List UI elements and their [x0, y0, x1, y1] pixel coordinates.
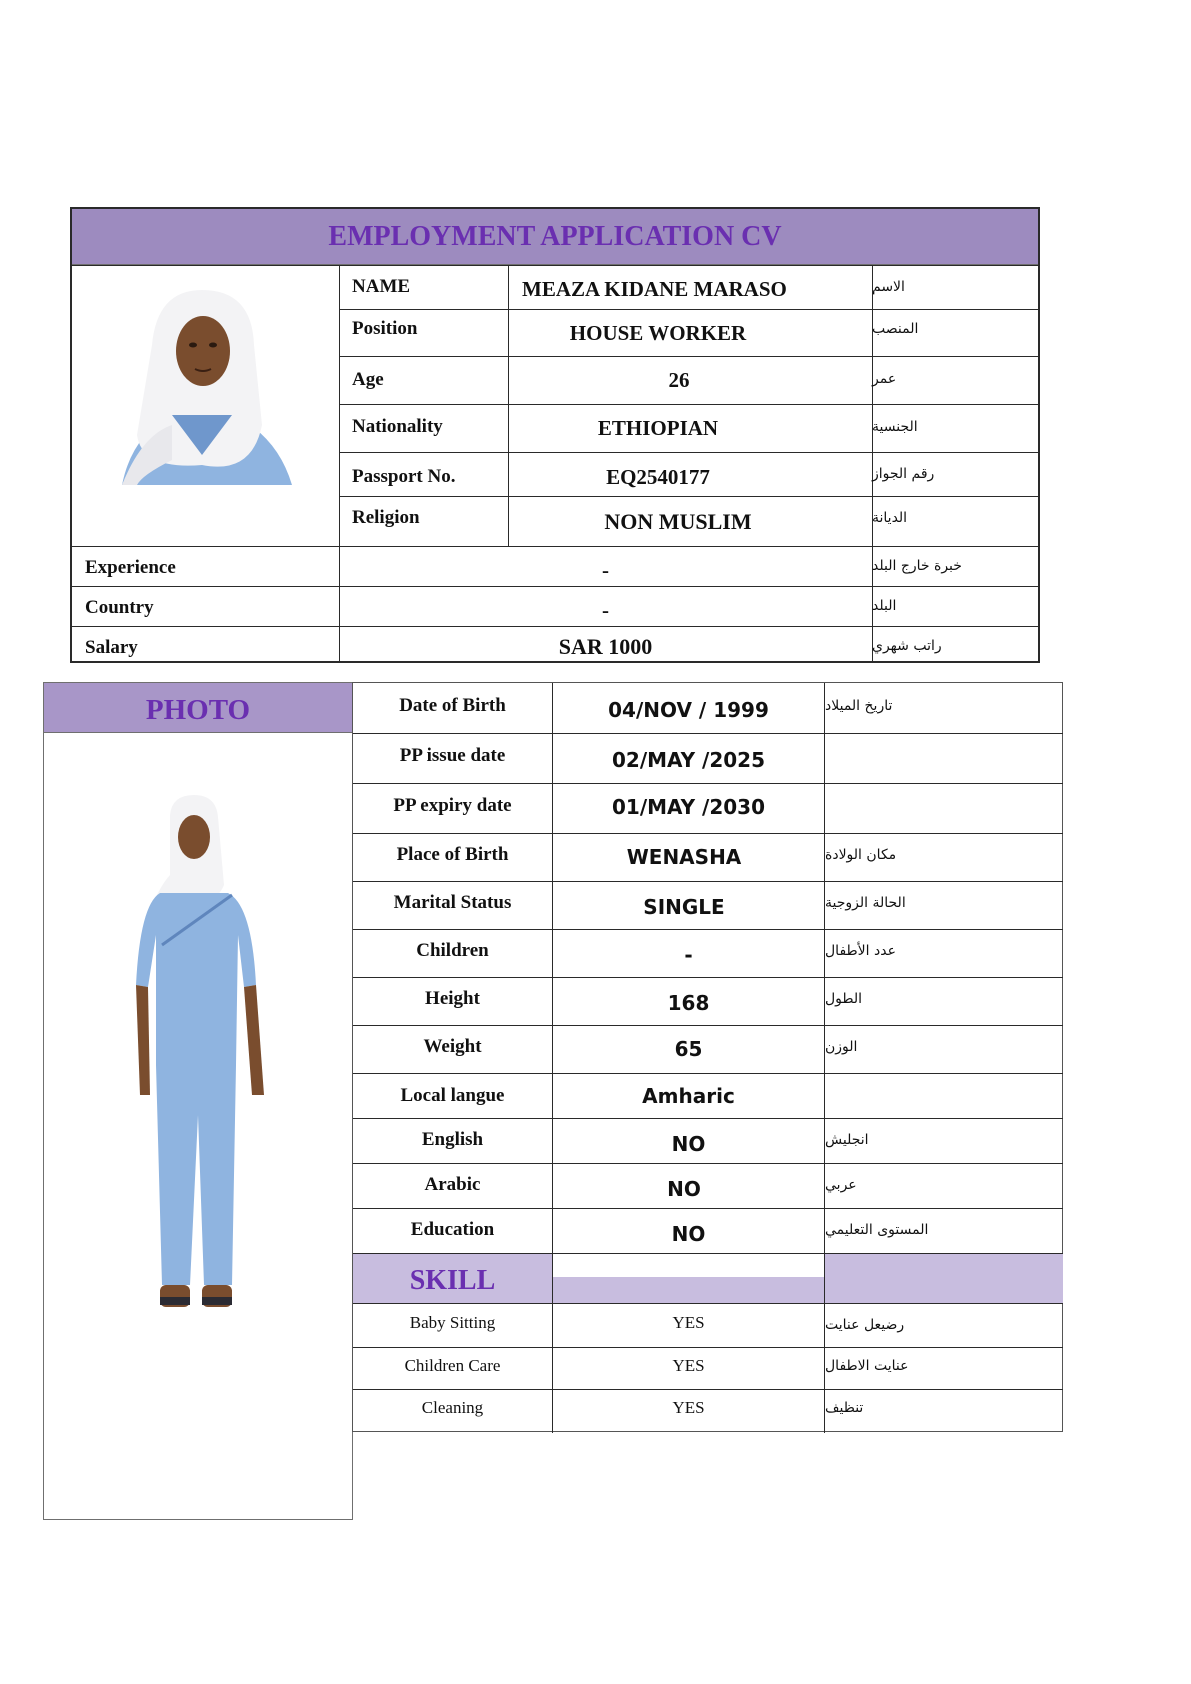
skill-children-care-label-ar: عنايت الاطفال [825, 1358, 909, 1374]
english-value: NO [671, 1131, 706, 1156]
arabic-label-ar: عربي [825, 1176, 857, 1193]
height-value: 168 [667, 991, 710, 1015]
skill-baby-sitting-label: Baby Sitting [409, 1313, 496, 1332]
name-label-ar: الاسم [872, 279, 905, 295]
children-value: - [684, 943, 693, 967]
local-language-label: Local langue [400, 1084, 505, 1106]
passport-label-ar: رقم الجواز [872, 466, 935, 482]
country-value: - [602, 597, 609, 622]
country-label-ar: البلد [872, 598, 897, 614]
pp-issue-value: 02/MAY /2025 [611, 748, 766, 772]
education-value: NO [671, 1221, 706, 1246]
dob-label-ar: تاريخ الميلاد [825, 698, 893, 714]
height-label: Height [425, 988, 480, 1009]
place-of-birth-label-ar: مكان الولادة [825, 847, 897, 863]
name-label: NAME [352, 276, 411, 297]
details-table [352, 682, 1063, 1432]
religion-label-ar: الديانة [872, 510, 908, 526]
photo-panel [43, 682, 353, 1520]
nationality-label-ar: الجنسية [872, 419, 918, 435]
skill-cleaning-label: Cleaning [421, 1398, 484, 1417]
headshot-photo [102, 285, 302, 485]
local-language-value: Amharic [642, 1083, 735, 1108]
skill-header: SKILL [409, 1264, 496, 1296]
dob-value: 04/NOV / 1999 [608, 698, 769, 722]
pp-expiry-value: 01/MAY /2030 [611, 795, 766, 819]
nationality-value: ETHIOPIAN [597, 415, 719, 440]
experience-value: - [602, 557, 609, 582]
skill-children-care-value: YES [672, 1356, 705, 1375]
pp-expiry-label: PP expiry date [393, 795, 512, 816]
age-value: 26 [668, 367, 690, 392]
weight-label: Weight [423, 1036, 482, 1057]
height-label-ar: الطول [825, 991, 863, 1007]
marital-status-label: Marital Status [393, 892, 512, 913]
passport-label: Passport No. [352, 466, 456, 487]
profile-table [70, 207, 1040, 663]
nationality-label: Nationality [352, 416, 443, 437]
religion-value: NON MUSLIM [604, 509, 752, 534]
experience-label-ar: خبرة خارج البلد [872, 558, 962, 574]
weight-label-ar: الوزن [825, 1039, 858, 1055]
education-label: Education [410, 1218, 495, 1240]
skill-baby-sitting-value: YES [672, 1313, 705, 1332]
arabic-value: NO [667, 1176, 701, 1201]
salary-label: Salary [85, 637, 138, 658]
marital-status-value: SINGLE [643, 895, 725, 919]
position-label-ar: المنصب [872, 321, 919, 337]
position-value: HOUSE WORKER [569, 320, 747, 345]
name-value: MEAZA KIDANE MARASO [522, 276, 787, 301]
skill-cleaning-value: YES [672, 1398, 705, 1417]
age-label-ar: عمر [872, 371, 897, 387]
dob-label: Date of Birth [399, 695, 506, 716]
passport-value: EQ2540177 [606, 464, 710, 489]
pp-issue-label: PP issue date [399, 745, 506, 766]
education-label-ar: المستوى التعليمي [825, 1221, 929, 1238]
religion-label: Religion [352, 507, 420, 528]
skill-cleaning-label-ar: تنظيف [825, 1400, 864, 1416]
english-label-ar: انجليش [825, 1131, 869, 1148]
place-of-birth-value: WENASHA [626, 845, 742, 869]
full-body-photo [132, 795, 272, 1335]
age-label: Age [352, 369, 384, 390]
salary-value: SAR 1000 [558, 634, 653, 659]
children-label-ar: عدد الأطفال [825, 943, 896, 959]
pp-issue-label-ar [825, 733, 1005, 779]
pp-expiry-label-ar [825, 783, 1005, 829]
local-language-label-ar [825, 1073, 973, 1118]
country-label: Country [85, 597, 154, 618]
weight-value: 65 [674, 1037, 703, 1061]
place-of-birth-label: Place of Birth [396, 844, 509, 865]
experience-label: Experience [85, 557, 176, 578]
salary-label-ar: راتب شهري [872, 638, 942, 654]
position-label: Position [352, 318, 418, 339]
page-title: EMPLOYMENT APPLICATION CV [72, 209, 1038, 265]
english-label: English [421, 1128, 484, 1150]
arabic-label: Arabic [424, 1173, 481, 1195]
skill-children-care-label: Children Care [404, 1356, 501, 1375]
skill-baby-sitting-label-ar: رضيعل عنايت [825, 1317, 905, 1333]
marital-status-label-ar: الحالة الزوجية [825, 895, 906, 911]
photo-header: PHOTO [44, 683, 352, 733]
children-label: Children [416, 940, 489, 961]
